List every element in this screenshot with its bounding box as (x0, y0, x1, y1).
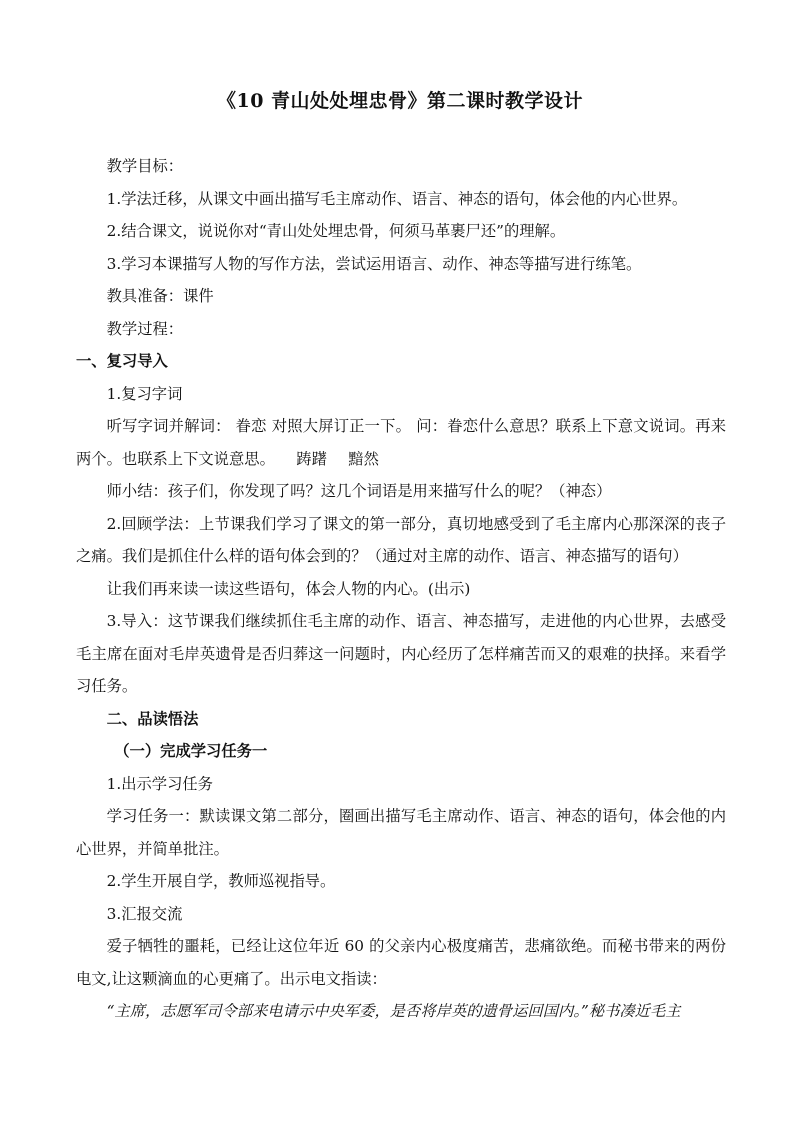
task-one: 学习任务一：默读课文第二部分，圈画出描写毛主席动作、语言、神态的语句，体会他的内心世界，并简单批注。 (76, 807, 726, 858)
teaching-goals-label: 教学目标： (106, 157, 184, 175)
section-1-heading: 一、复习导入 (76, 352, 168, 370)
dictation-paragraph (76, 410, 726, 475)
goal-3: 3.学习本课描写人物的写作方法，尝试运用语言、动作、神态等描写进行练笔。 (106, 254, 642, 273)
document-body (76, 150, 726, 1028)
materials-line: 教具准备：课件 (106, 287, 214, 305)
report-exchange: 3.汇报交流 (106, 904, 183, 923)
vocab-word-1: 踌躇 (296, 449, 327, 468)
review-method: 2.回顾学法：上节课我们学习了课文的第一部分，真切地感受到了毛主席内心那深深的丧子之痛。我们是抓住什么样的语句体会到的？（通过对主席的动作、语言、神态描写的语句） (76, 514, 726, 565)
telegram-paragraph: 爱子牺牲的噩耗，已经让这位年近 60 的父亲内心极度痛苦，悲痛欲绝。而秘书带来的两份电文,让这颗滴血的心更痛了。出示电文指读： (76, 937, 726, 988)
lesson-introduction: 3.导入：这节课我们继续抓住毛主席的动作、语言、神态描写，走进他的内心世界，去感受毛主席在面对毛岸英遗骨是否归葬这一问题时，内心经历了怎样痛苦而又的艰难的抉择。来看学习任务。 (76, 612, 726, 695)
process-label: 教学过程： (106, 319, 184, 338)
goal-1: 1.学法迁移，从课文中画出描写毛主席动作、语言、神态的语句，体会他的内心世界。 (106, 189, 688, 208)
vocab-word-2: 黯然 (348, 449, 379, 468)
dictation-text: 听写字词并解词： 眷恋 对照大屏订正一下。 问：眷恋什么意思？联系上下意文说词。再来两个。也联系上下文说意思。 (76, 417, 726, 468)
step-review-words: 1.复习字词 (106, 384, 183, 403)
goal-2: 2.结合课文，说说你对“青山处处埋忠骨，何须马革裹尸还”的理解。 (106, 222, 566, 240)
teacher-summary: 师小结：孩子们，你发现了吗？这几个词语是用来描写什么的呢？（神态） (106, 482, 612, 500)
show-task: 1.出示学习任务 (106, 774, 213, 793)
subsection-1-heading: （一）完成学习任务一 (114, 742, 268, 760)
reread-instruction: 让我们再来读一读这些语句，体会人物的内心。(出示) (106, 579, 471, 598)
section-2-heading: 二、品读悟法 (106, 709, 199, 728)
document-title: 《10 青山处处埋忠骨》第二课时教学设计 (216, 90, 584, 112)
telegram-quote: “主席，志愿军司令部来电请示中央军委，是否将岸英的遗骨运回国内。”秘书凑近毛主 (106, 1002, 681, 1020)
self-study: 2.学生开展自学，教师巡视指导。 (106, 872, 336, 890)
